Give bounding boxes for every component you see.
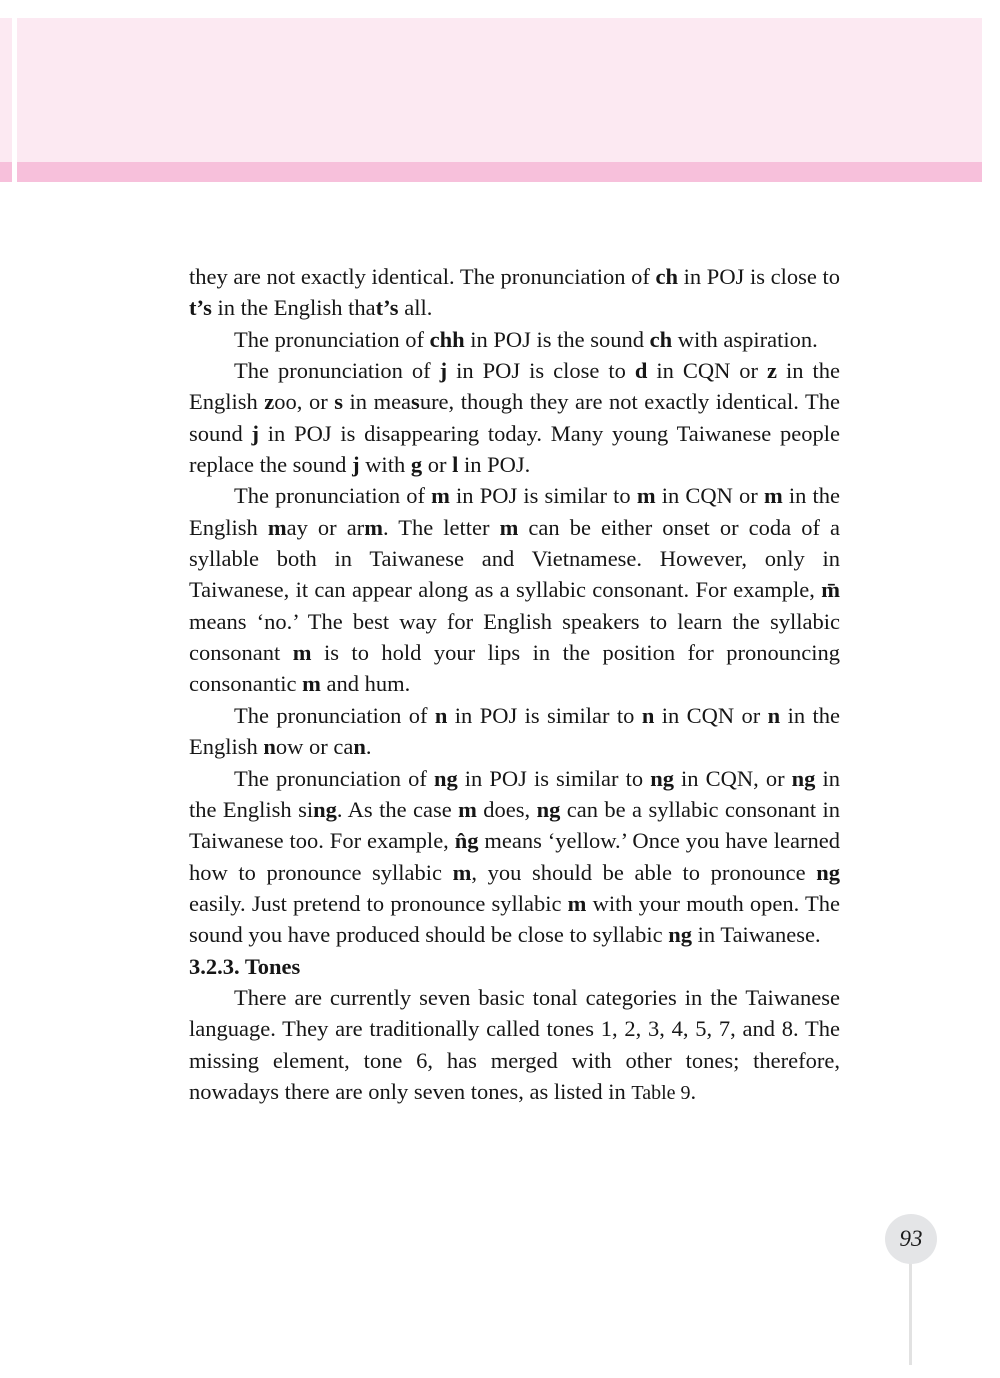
- header-accent-strip-dark: [0, 162, 12, 182]
- paragraph: The pronunciation of ng in POJ is similar to ng in CQN, or ng in the English sing. As the case m does, ng can be a syllabic consonant in Taiwanese too. For example, n̂g means ‘yellow.’ Once you have learned how to pronounce syllabic m, you should be able to pronounce ng easily. Just pretend to pronounce syllabic m with your mouth open. The sound you have produced should be close to syllabic ng in Taiwanese.: [189, 765, 841, 948]
- body-text: [189, 261, 840, 1109]
- page-number: 93: [899, 1226, 923, 1251]
- section-heading: 3.2.3. Tones: [189, 953, 301, 979]
- paragraph: they are not exactly identical. The pronunciation of ch in POJ is close to t’s in the English that’s all.: [189, 264, 841, 321]
- paragraph: The pronunciation of n in POJ is similar to n in CQN or n in the English now or can.: [189, 702, 840, 760]
- paragraph: The pronunciation of j in POJ is close to d in CQN or z in the English zoo, or s in measure, though they are not exactly identical. The sound j in POJ is disappearing today. Many young Taiwanese people replace the sound j with g or l in POJ.: [189, 358, 840, 478]
- paragraph: There are currently seven basic tonal categories in the Taiwanese language. They are traditionally called tones 1, 2, 3, 4, 5, 7, and 8. The missing element, tone 6, has merged with other tones; therefore, nowadays there are only seven tones, as listed in Table 9.: [189, 984, 840, 1104]
- header-accent-strip-light: [0, 18, 12, 162]
- header-band-light: [17, 18, 982, 162]
- header-band-dark: [17, 162, 982, 182]
- header-band: [17, 18, 982, 182]
- page-number-line: [909, 1257, 912, 1365]
- page-number-badge: [885, 1214, 937, 1264]
- header-accent-strip: [0, 18, 12, 182]
- paragraph: The pronunciation of chh in POJ is the sound ch with aspiration.: [234, 326, 818, 352]
- paragraph: The pronunciation of m in POJ is similar to m in CQN or m in the English may or arm. The letter m can be either onset or coda of a syllable both in Taiwanese and Vietnamese. However, only in Taiwanese, it can appear along as a syllabic consonant. For example, m̄ means ‘no.’ The best way for English speakers to learn the syllabic consonant m is to hold your lips in the position for pronouncing consonantic m and hum.: [189, 483, 840, 697]
